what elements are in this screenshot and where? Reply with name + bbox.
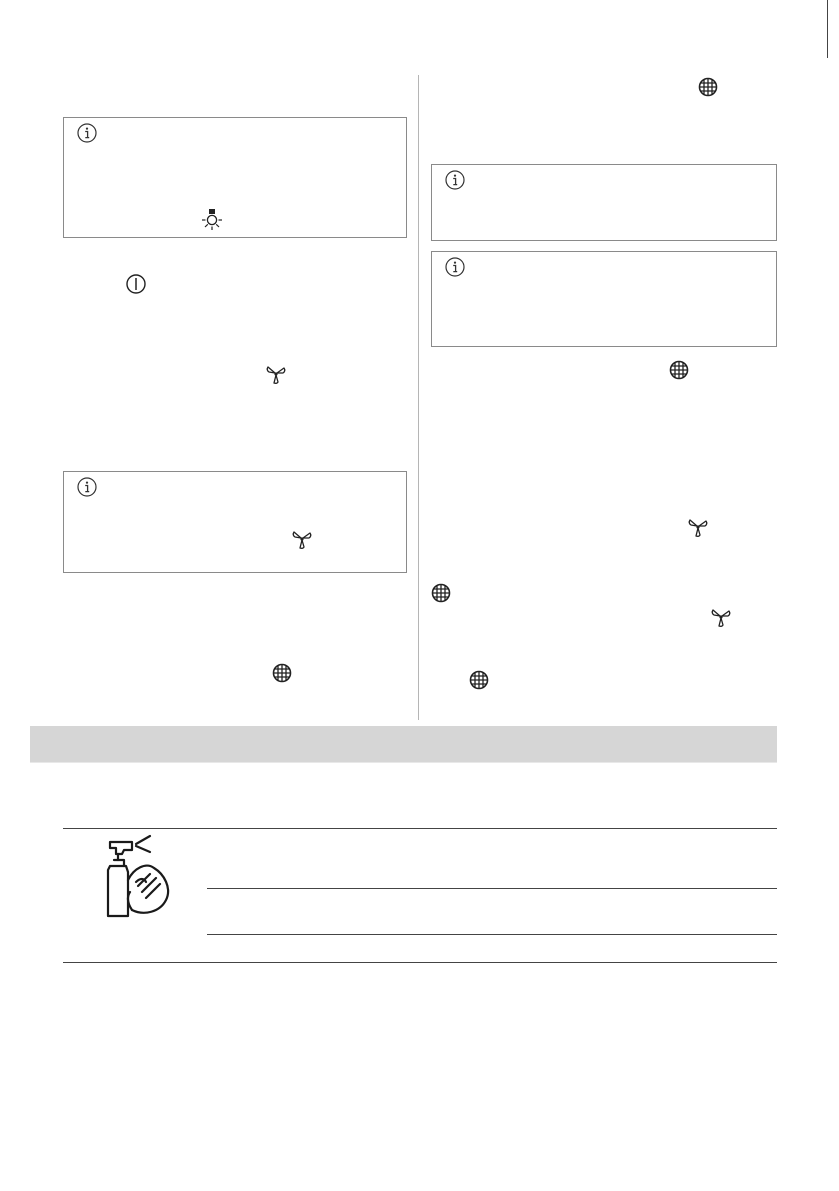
top-rule [827,0,828,58]
fan-icon [709,605,733,629]
info-icon [445,257,465,277]
table-row-divider-1 [207,888,777,889]
light-bulb-icon [200,208,224,234]
table-row-divider-2 [207,934,777,935]
power-icon [125,273,147,295]
grease-filter-icon [469,670,489,690]
grease-filter-icon [272,663,292,683]
info-icon [77,477,97,497]
fan-icon [686,515,710,539]
grease-filter-icon [431,583,451,603]
table-top-rule [63,828,777,829]
info-note-light [63,117,407,238]
grease-filter-icon [669,360,689,380]
info-icon [445,170,465,190]
section-heading-band [30,726,777,762]
table-bottom-rule [63,962,777,963]
info-icon [77,123,97,143]
info-note-3 [431,164,777,241]
fan-icon [290,527,314,551]
cleaning-spray-icon [98,834,178,918]
info-note-fan [63,471,407,573]
section-band-edge [30,762,777,763]
column-divider [418,75,419,720]
info-note-4 [431,251,777,347]
grease-filter-icon [698,77,718,97]
fan-icon [264,362,288,386]
